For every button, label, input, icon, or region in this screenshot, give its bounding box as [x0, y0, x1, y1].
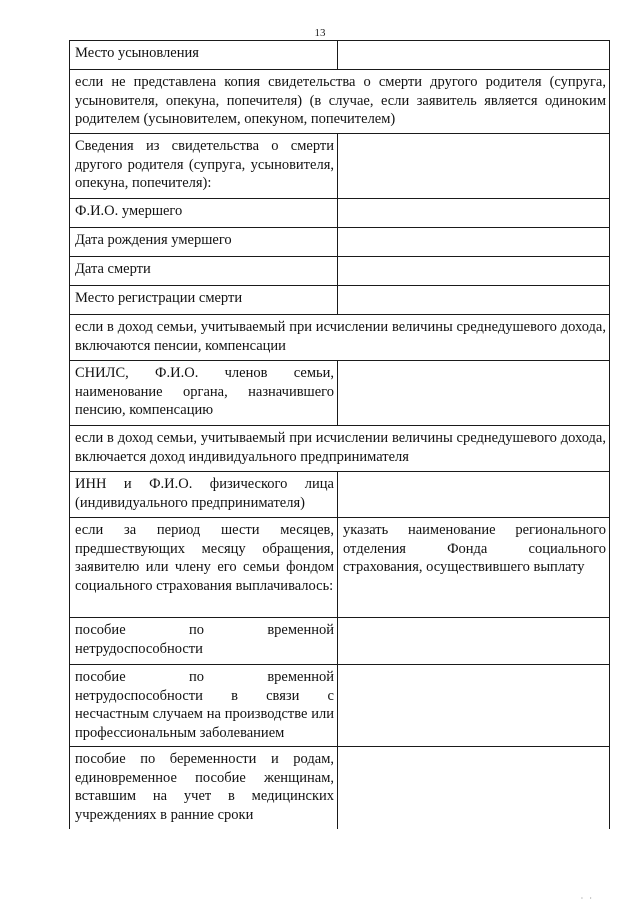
field-value-maternity-benefit[interactable] — [338, 747, 610, 829]
field-value-death-certificate-info[interactable] — [338, 134, 610, 199]
section-note-pensions: если в доход семьи, учитываемый при исчислении величины среднедушевого дохода, включаются пенсии, компенсации — [70, 315, 610, 361]
field-value-adoption-place[interactable] — [338, 41, 610, 70]
field-value-snils-pension[interactable] — [338, 361, 610, 426]
table-row — [70, 747, 610, 829]
table-row — [70, 472, 610, 518]
table-row — [70, 315, 610, 361]
table-row — [70, 257, 610, 286]
table-row — [70, 228, 610, 257]
application-form-table — [69, 40, 610, 829]
field-label-industrial-accident-benefit: пособие по временной нетрудоспособности в связи с несчастным случаем на производстве или профессиональным заболеванием — [70, 665, 338, 747]
field-label-deceased-name: Ф.И.О. умершего — [70, 199, 338, 228]
field-value-deceased-name[interactable] — [338, 199, 610, 228]
field-label-death-certificate-info: Сведения из свидетельства о смерти другого родителя (супруга, усыновителя, опекуна, попечителя): — [70, 134, 338, 199]
field-value-deceased-birth-date[interactable] — [338, 228, 610, 257]
field-value-death-date[interactable] — [338, 257, 610, 286]
field-value-industrial-accident-benefit[interactable] — [338, 665, 610, 747]
field-label-death-registration-place: Место регистрации смерти — [70, 286, 338, 315]
table-row — [70, 134, 610, 199]
field-value-death-registration-place[interactable] — [338, 286, 610, 315]
field-label-death-date: Дата смерти — [70, 257, 338, 286]
table-row — [70, 70, 610, 134]
table-row — [70, 286, 610, 315]
table-row — [70, 518, 610, 618]
section-note-entrepreneur-income: если в доход семьи, учитываемый при исчислении величины среднедушевого дохода, включается доход индивидуального предпринимателя — [70, 426, 610, 472]
field-label-inn-entrepreneur: ИНН и Ф.И.О. физического лица (индивидуального предпринимателя) — [70, 472, 338, 518]
field-label-deceased-birth-date: Дата рождения умершего — [70, 228, 338, 257]
field-label-maternity-benefit: пособие по беременности и родам, единовременное пособие женщинам, вставшим на учет в медицинских учреждениях в ранние сроки — [70, 747, 338, 829]
corner-scan-mark: · · — [580, 894, 594, 903]
field-value-temporary-disability-benefit[interactable] — [338, 618, 610, 665]
table-row — [70, 665, 610, 747]
field-label-snils-pension: СНИЛС, Ф.И.О. членов семьи, наименование органа, назначившего пенсию, компенсацию — [70, 361, 338, 426]
section-note-death-certificate: если не представлена копия свидетельства о смерти другого родителя (супруга, усыновителя, опекуна, попечителя) (в случае, если заявитель является одиноким родителем (усыновителем, опекуном, попечителем) — [70, 70, 610, 134]
table-row — [70, 426, 610, 472]
table-row — [70, 199, 610, 228]
field-label-temporary-disability-benefit: пособие по временной нетрудоспособности — [70, 618, 338, 665]
field-label-social-insurance-payments: если за период шести месяцев, предшествующих месяцу обращения, заявителю или члену его семьи фондом социального страхования выплачивалось: — [70, 518, 338, 618]
table-row — [70, 361, 610, 426]
table-row — [70, 41, 610, 70]
page-number: 13 — [314, 27, 326, 39]
field-value-inn-entrepreneur[interactable] — [338, 472, 610, 518]
table-row — [70, 618, 610, 665]
field-label-adoption-place: Место усыновления — [70, 41, 338, 70]
field-hint-social-insurance-branch: указать наименование регионального отделения Фонда социального страхования, осуществившего выплату — [338, 518, 610, 618]
